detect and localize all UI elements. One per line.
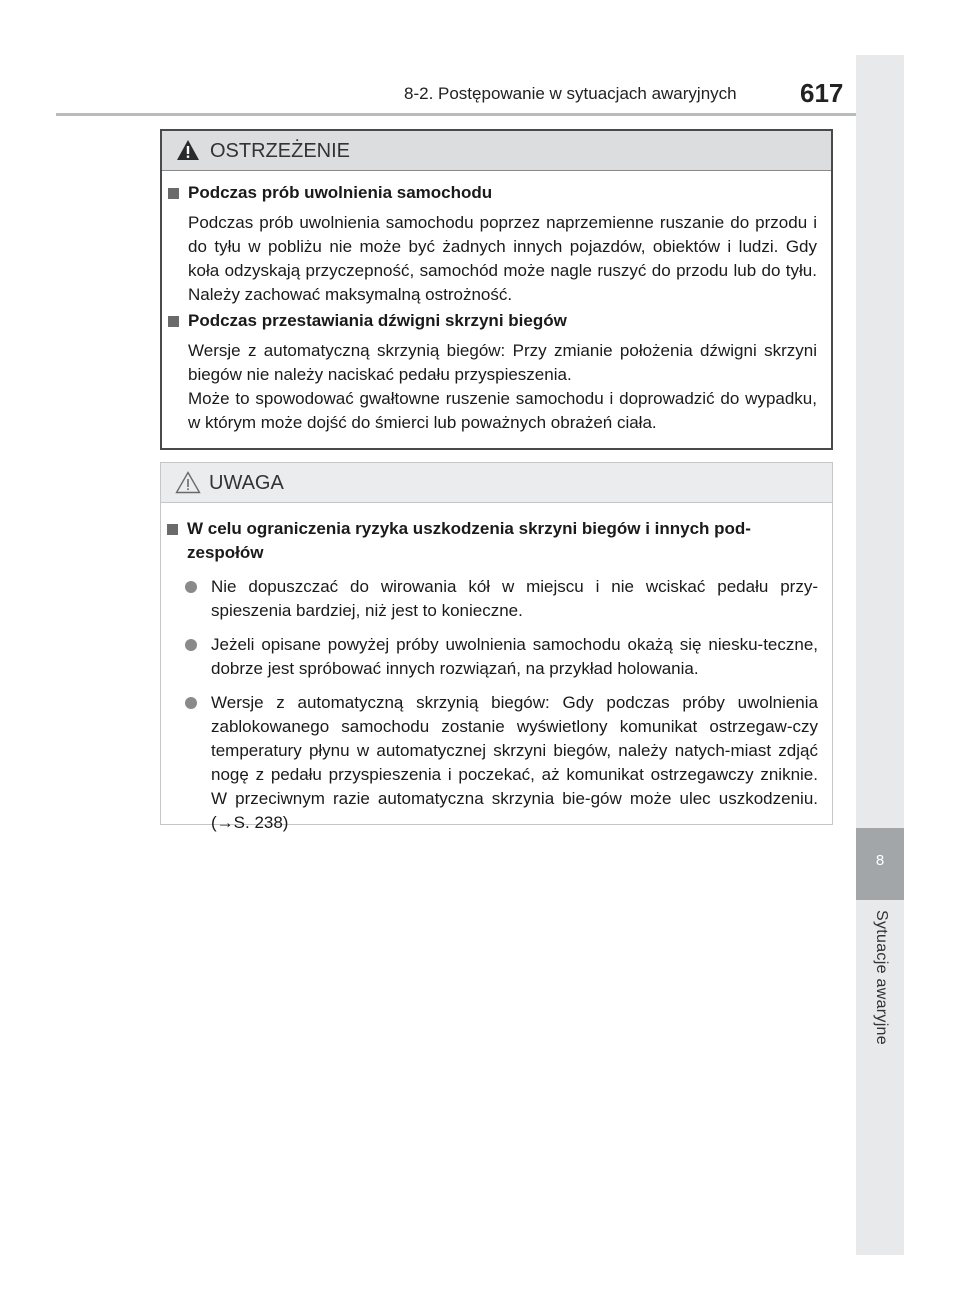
- caution-title: UWAGA: [209, 472, 284, 494]
- bullet-dot: [185, 639, 197, 651]
- section-bullet-square: [168, 316, 179, 327]
- section-heading: Podczas przestawiania dźwigni skrzyni biegów: [188, 311, 567, 330]
- section-heading: Podczas prób uwolnienia samochodu: [188, 183, 493, 202]
- warning-box-header: [162, 131, 831, 171]
- chapter-number: 8: [875, 852, 885, 869]
- section-text: Podczas prób uwolnienia samochodu poprzez naprzemienne ruszanie do przodu i do tyłu w pobliżu nie może być żadnych innych pojazdów, obiektów i ludzi. Gdy koła odzyskają przyczepność, samochód może nagle ruszyć do przodu lub do tyłu. Należy zachować maksymalną ostrożność.: [188, 213, 817, 304]
- bullet-text: Jeżeli opisane powyżej próby uwolnienia samochodu okażą się niesku-teczne, dobrze jest spróbować innych rozwiązań, na przykład holowania.: [211, 635, 818, 678]
- page-number: 617: [800, 78, 844, 108]
- caution-triangle-icon: [175, 471, 201, 494]
- header-divider: [56, 113, 904, 116]
- bullet-dot: [185, 581, 197, 593]
- section-title: 8-2. Postępowanie w sytuacjach awaryjnych: [404, 84, 737, 103]
- section-text: Wersje z automatyczną skrzynią biegów: Przy zmianie położenia dźwigni skrzyni biegów nie należy naciskać pedału przyspieszenia.: [188, 341, 817, 384]
- section-text-continued: Może to spowodować gwałtowne ruszenie samochodu i doprowadzić do wypadku, w którym może dojść do śmierci lub poważnych obrażeń ciała.: [188, 389, 817, 432]
- section-bullet-square: [168, 188, 179, 199]
- chapter-label: Sytuacje awaryjne: [873, 910, 890, 1045]
- caution-box: [160, 462, 833, 832]
- warning-title: OSTRZEŻENIE: [210, 140, 351, 162]
- warning-box: [160, 129, 833, 450]
- section-heading: W celu ograniczenia ryzyka uszkodzenia skrzyni biegów i innych pod-zespołów: [187, 519, 751, 562]
- bullet-text: Wersje z automatyczną skrzynią biegów: Gdy podczas próby uwolnienia zablokowanego samochodu zostanie wyświetlony komunikat ostrzegaw-czy temperatury płynu w automatycznej skrzyni biegów, należy natych-miast zdjąć nogę z pedału przyspieszenia i poczekać, aż komunikat ostrzegawczy zniknie. W przeciwnym razie automatyczna skrzynia bie-gów może ulec uszkodzeniu. (→S. 238): [211, 693, 818, 832]
- caution-box-header: [161, 463, 832, 503]
- bullet-dot: [185, 697, 197, 709]
- warning-triangle-icon: [176, 139, 200, 161]
- side-tab-background: [856, 55, 904, 1255]
- section-bullet-square: [167, 524, 178, 535]
- bullet-text: Nie dopuszczać do wirowania kół w miejscu i nie wciskać pedału przy-spieszenia bardziej, niż jest to konieczne.: [211, 577, 818, 620]
